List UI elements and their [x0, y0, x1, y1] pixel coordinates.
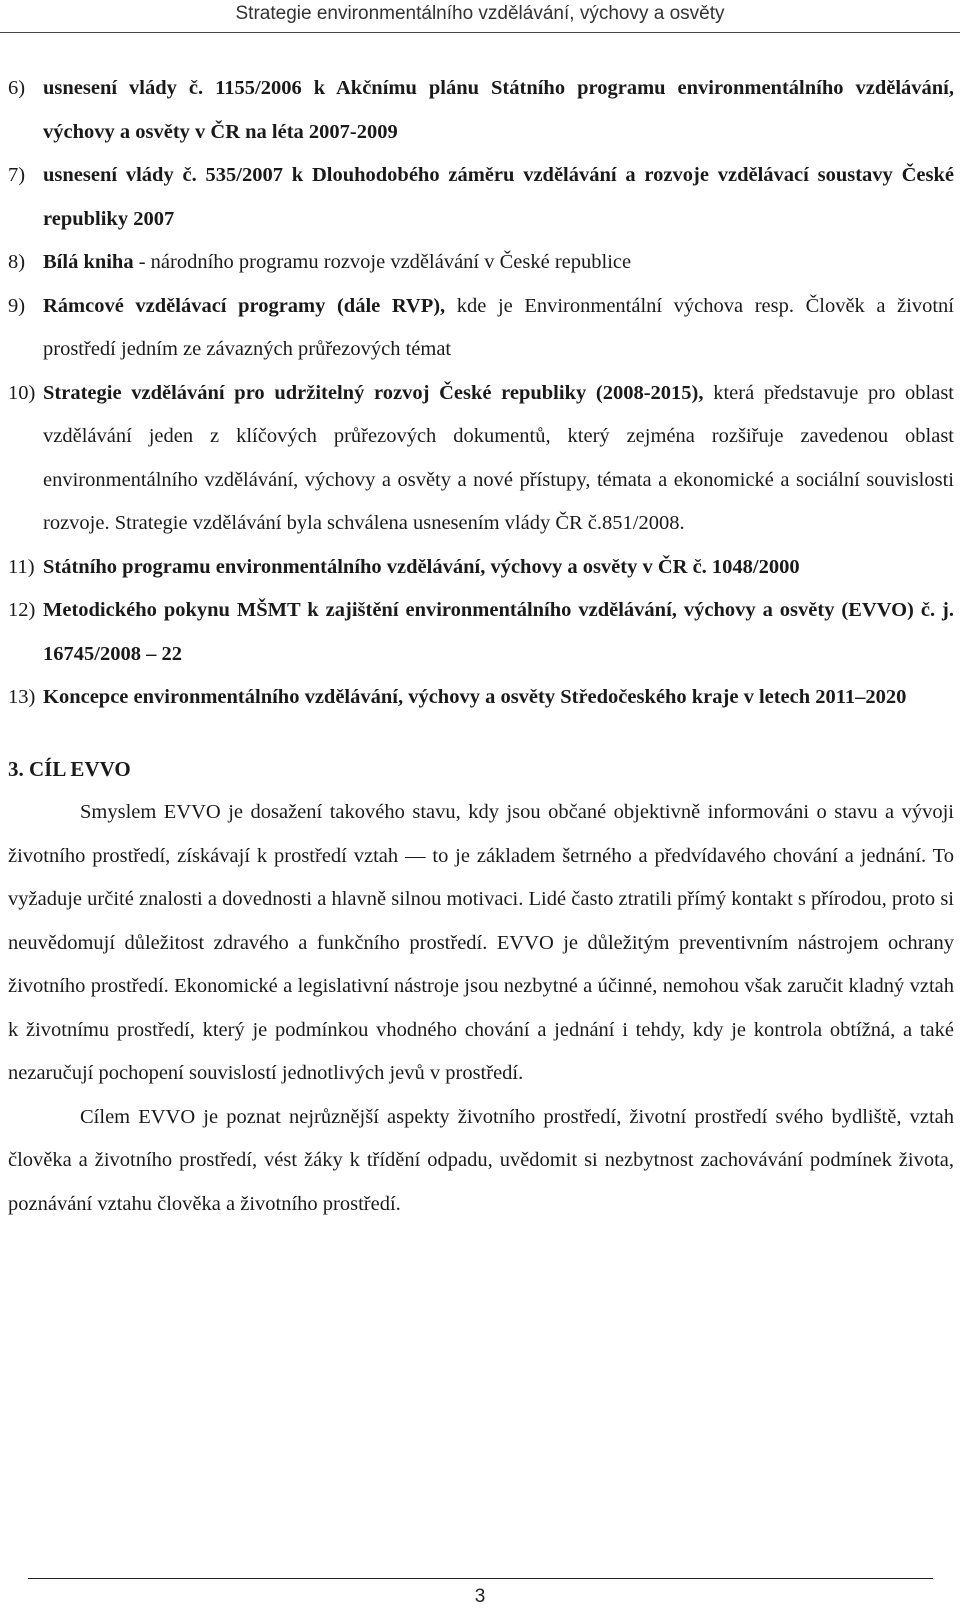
list-item-bold: usnesení vlády č. 535/2007 k Dlouhodobého záměru vzdělávání a rozvoje vzdělávací soustavy České republiky 2007: [43, 164, 954, 230]
list-item: [8, 67, 954, 154]
list-item: [8, 676, 954, 720]
list-item-bold: usnesení vlády č. 1155/2006 k Akčnímu plánu Státního programu environmentálního vzdělávání, výchovy a osvěty v ČR na léta 2007-2009: [43, 77, 954, 143]
list-item: [8, 546, 954, 590]
list-item-bold: Strategie vzdělávání pro udržitelný rozvoj České republiky (2008-2015),: [43, 381, 704, 404]
list-item: [8, 241, 954, 285]
header-rule: [0, 32, 960, 33]
list-item: [8, 589, 954, 676]
list-item-bold: Bílá kniha: [43, 251, 134, 273]
list-item-text: [43, 546, 954, 590]
list-item-number: 13): [8, 686, 36, 708]
list-item-text: [43, 676, 954, 720]
list-item-bold: Metodického pokynu MŠMT k zajištění environmentálního vzdělávání, výchovy a osvěty (EVVO) č. j. 16745/2008 – 22: [43, 599, 954, 665]
list-item-number: 10): [8, 381, 36, 404]
page-number: 3: [474, 1586, 486, 1607]
list-item-number: 12): [8, 599, 36, 621]
running-header: Strategie environmentálního vzdělávání, výchovy a osvěty: [235, 3, 725, 24]
list-item-bold: Státního programu environmentálního vzdělávání, výchovy a osvěty v ČR č. 1048/2000: [43, 555, 800, 578]
page-content: [8, 67, 954, 1226]
references-list: [8, 67, 954, 720]
list-item-bold: Koncepce environmentálního vzdělávání, výchovy a osvěty Středočeského kraje v letech 2011–2020: [43, 686, 907, 708]
list-item-rest: - národního programu rozvoje vzdělávání v České republice: [133, 251, 632, 273]
list-item-text: [43, 67, 954, 154]
list-item: [8, 154, 954, 241]
list-item-text: [43, 589, 954, 676]
list-item-number: 7): [8, 164, 26, 186]
list-item: [8, 372, 954, 546]
list-item-rest: kde je Environmentální výchova resp. Člověk a životní prostředí jedním ze závazných průřezových témat: [43, 294, 954, 360]
section-paragraph: Cílem EVVO je poznat nejrůznější aspekty životního prostředí, životní prostředí svého bydliště, vztah člověka a životního prostředí, vést žáky k třídění odpadu, uvědomit si nezbytnost zachovávání podmínek života, poznávání vztahu člověka a životního prostředí.: [8, 1105, 954, 1215]
list-item-text: [43, 285, 954, 372]
list-item-number: 11): [8, 555, 35, 578]
list-item-number: 6): [8, 77, 26, 99]
list-item-number: 9): [8, 294, 26, 317]
list-item-text: [43, 154, 954, 241]
section-heading: 3. CÍL EVVO: [8, 756, 131, 781]
section-paragraph: Smyslem EVVO je dosažení takového stavu, kdy jsou občané objektivně informováni o stavu a vývoji životního prostředí, získávají k prostředí vztah — to je základem šetrného a předvídavého chování a jednání. To vyžaduje určité znalosti a dovednosti a hlavně silnou motivaci. Lidé často ztratili přímý kontakt s přírodou, proto si neuvědomují důležitost zdravého a funkčního prostředí. EVVO je důležitým preventivním nástrojem ochrany životního prostředí. Ekonomické a legislativní nástroje jsou nezbytné a účinné, nemohou však zaručit kladný vztah k životnímu prostředí, který je podmínkou vhodného chování a jednání i tehdy, kdy je kontrola obtížná, a také nezaručují pochopení souvislostí jednotlivých jevů v prostředí.: [8, 801, 954, 1084]
list-item-rest: která představuje pro oblast vzdělávání jeden z klíčových průřezových dokumentů, který zejména rozšiřuje zavedenou oblast environmentálního vzdělávání, výchovy a osvěty a nové přístupy, témata a ekonomické a sociální souvislosti rozvoje. Strategie vzdělávání byla schválena usnesením vlády ČR č.851/2008.: [43, 381, 954, 534]
list-item-bold: Rámcové vzdělávací programy (dále RVP),: [43, 294, 446, 317]
list-item-number: 8): [8, 251, 26, 273]
footer-rule: [28, 1578, 933, 1579]
list-item-text: [43, 372, 954, 546]
list-item: [8, 285, 954, 372]
list-item-text: [43, 241, 954, 285]
